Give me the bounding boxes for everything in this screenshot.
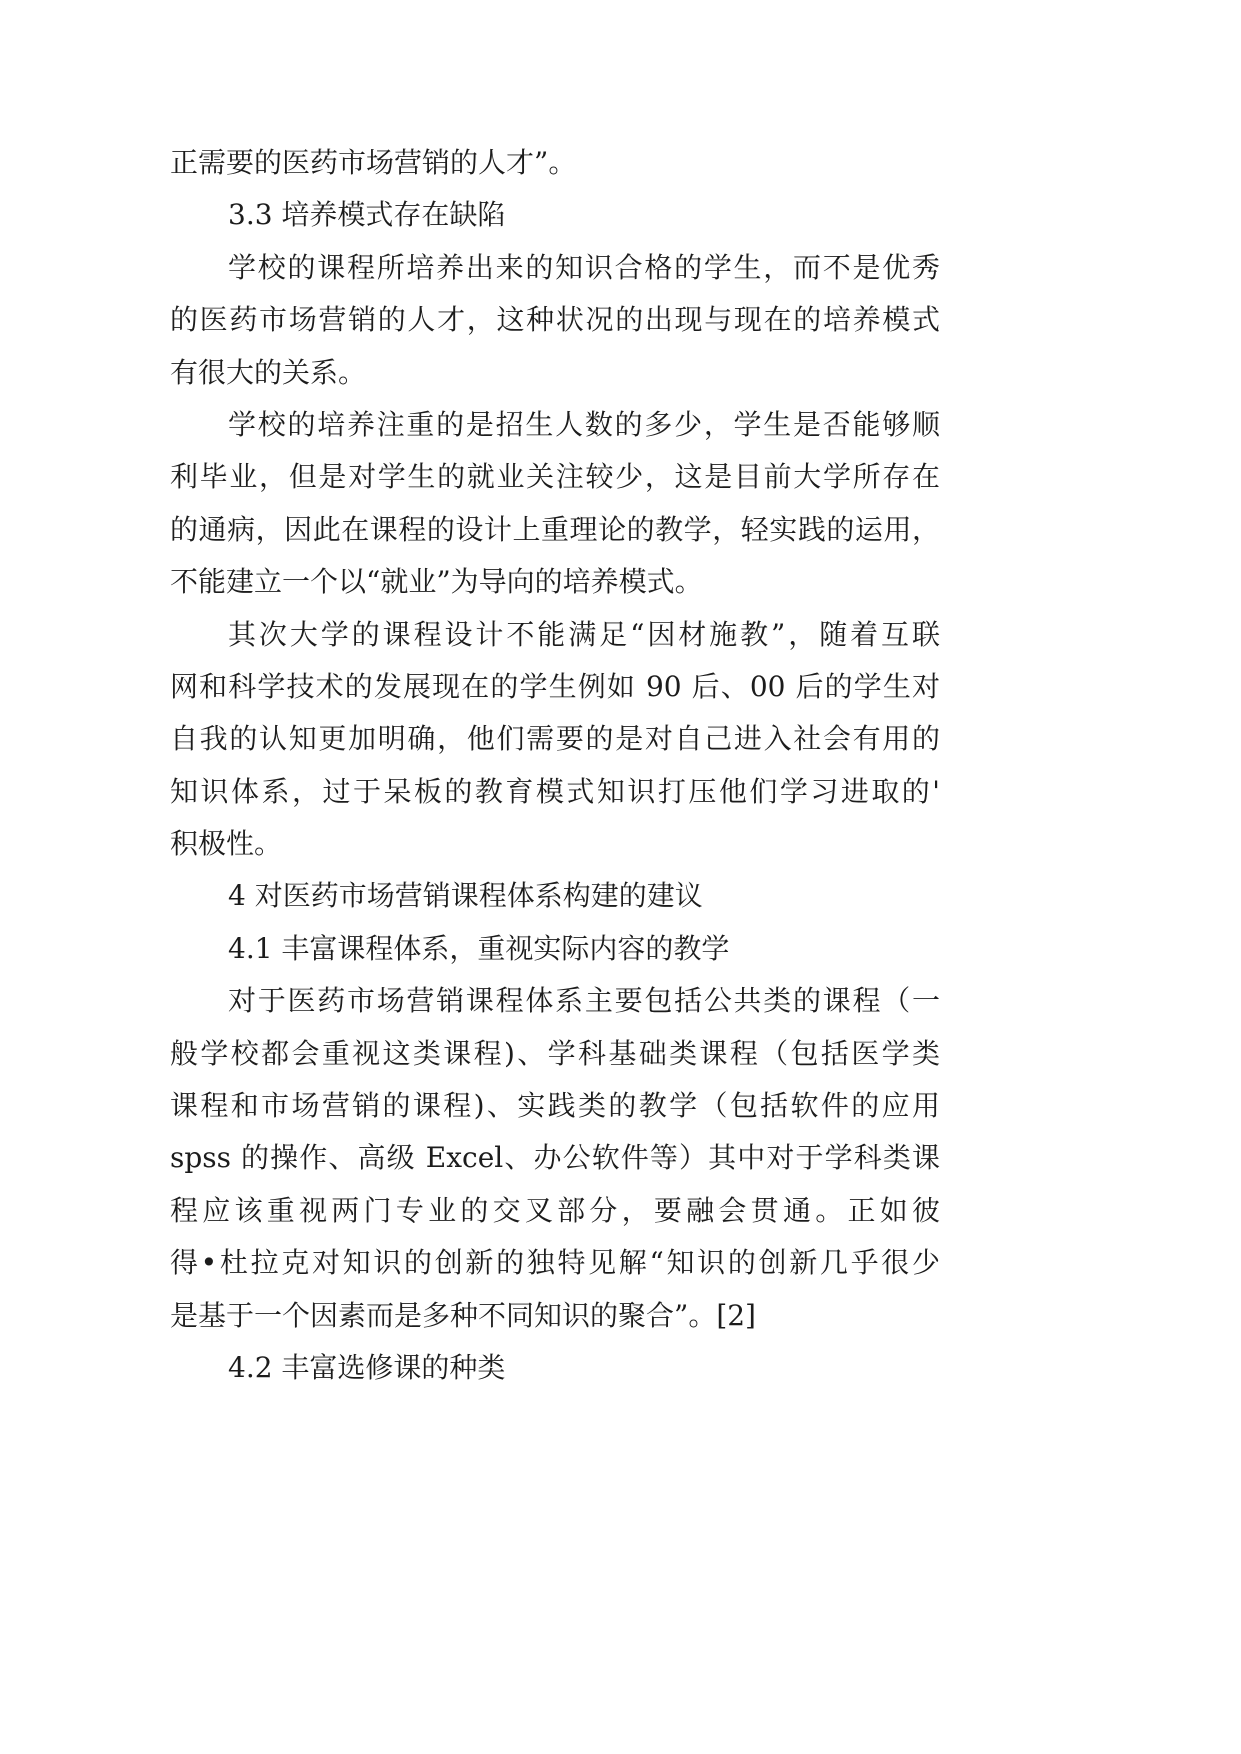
- text-line: 不能建立一个以“就业”为导向的培养模式。: [170, 565, 703, 599]
- paragraph: [170, 399, 940, 609]
- text-line: 课程和市场营销的课程)、实践类的教学（包括软件的应用: [170, 1089, 940, 1123]
- text-line: 对于医药市场营销课程体系主要包括公共类的课程（一: [228, 984, 940, 1018]
- section-heading: 3.3 培养模式存在缺陷: [228, 198, 506, 232]
- text-line: 的医药市场营销的人才，这种状况的出现与现在的培养模式: [170, 303, 940, 337]
- paragraph: [170, 137, 940, 189]
- paragraph: [170, 975, 940, 1342]
- text-line: 其次大学的课程设计不能满足“因材施教”，随着互联: [228, 617, 940, 651]
- text-line: 正需要的医药市场营销的人才”。: [170, 146, 577, 179]
- text-line: 网和科学技术的发展现在的学生例如 90 后、00 后的学生对: [170, 669, 940, 703]
- subsection-heading: 4.1 丰富课程体系，重视实际内容的教学: [228, 931, 730, 965]
- paragraph: [170, 242, 940, 399]
- text-line: 般学校都会重视这类课程)、学科基础类课程（包括医学类: [170, 1036, 940, 1070]
- text-line: 程应该重视两门专业的交叉部分，要融会贯通。正如彼: [170, 1193, 940, 1227]
- document-body: [170, 137, 940, 1394]
- text-line: 的通病，因此在课程的设计上重理论的教学，轻实践的运用，: [170, 512, 940, 546]
- text-line: spss 的操作、高级 Excel、办公软件等）其中对于学科类课: [170, 1141, 940, 1175]
- text-line: 学校的培养注重的是招生人数的多少，学生是否能够顺: [228, 407, 940, 441]
- text-line: 自我的认知更加明确，他们需要的是对自己进入社会有用的: [170, 722, 940, 756]
- text-line: 是基于一个因素而是多种不同知识的聚合”。[2]: [170, 1298, 756, 1332]
- text-line: 得•杜拉克对知识的创新的独特见解“知识的创新几乎很少: [170, 1246, 940, 1280]
- paragraph: [170, 609, 940, 871]
- text-line: 知识体系，过于呆板的教育模式知识打压他们学习进取的': [170, 774, 940, 808]
- section-heading: 4 对医药市场营销课程体系构建的建议: [228, 879, 703, 913]
- subsection-heading: 4.2 丰富选修课的种类: [228, 1350, 506, 1384]
- text-line: 学校的课程所培养出来的知识合格的学生，而不是优秀: [228, 250, 940, 284]
- text-line: 有很大的关系。: [170, 355, 367, 389]
- text-line: 积极性。: [170, 827, 283, 861]
- text-line: 利毕业，但是对学生的就业关注较少，这是目前大学所存在: [170, 460, 940, 494]
